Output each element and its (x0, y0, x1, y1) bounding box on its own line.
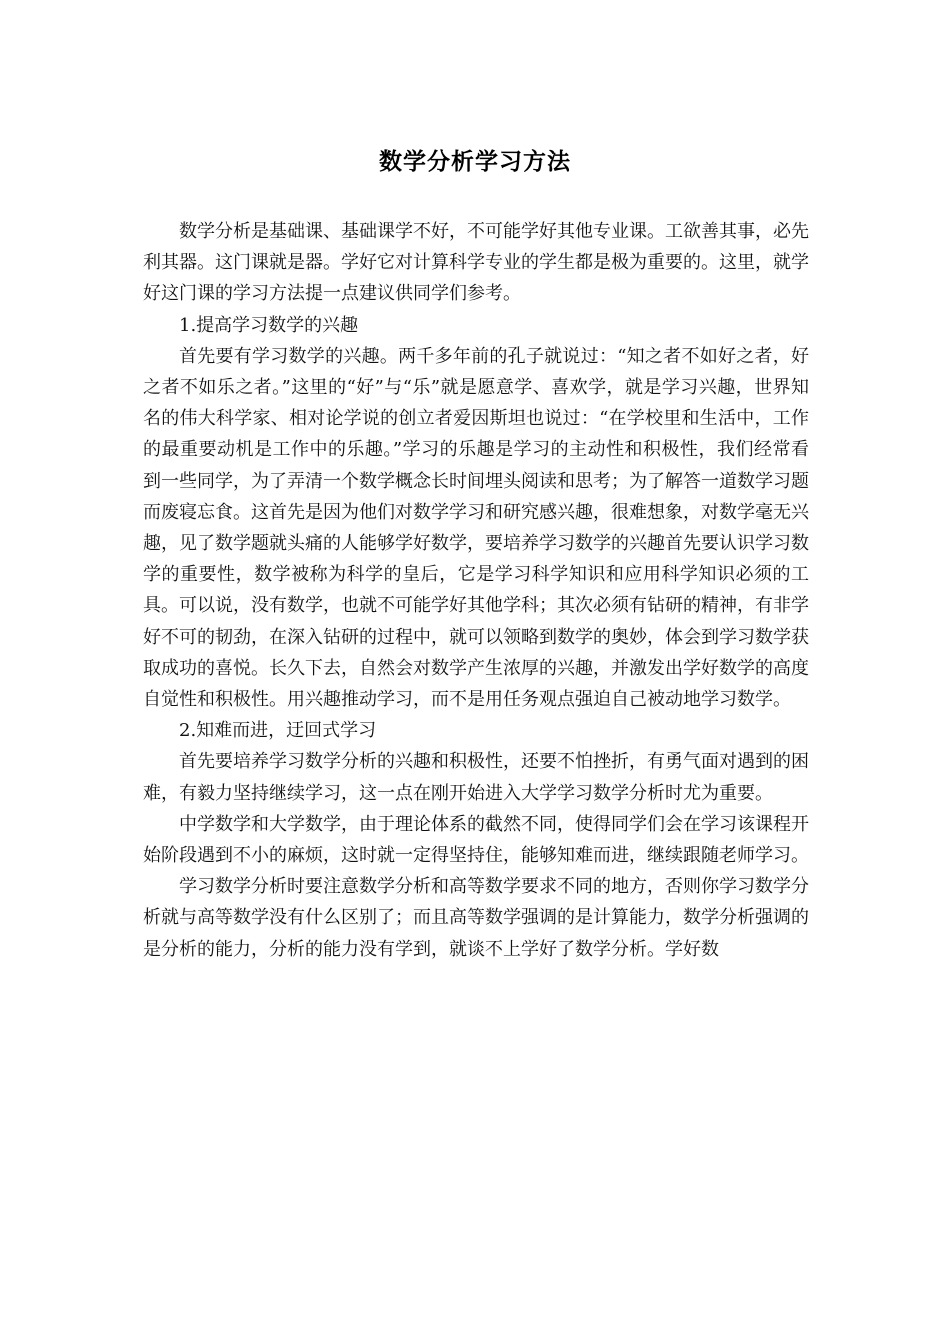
section-heading-2: 2.知难而进，迂回式学习 (179, 720, 377, 742)
intro-paragraph: 数学分析是基础课、基础课学不好，不可能学好其他专业课。工欲善其事，必先利其器。这门课就是器。学好它对计算科学专业的学生都是极为重要的。这里，就学好这门课的学习方法提一点建议供同学们参考。 (143, 221, 809, 305)
section-heading-1: 1.提高学习数学的兴趣 (179, 314, 359, 336)
section-2-paragraph-3: 学习数学分析时要注意数学分析和高等数学要求不同的地方，否则你学习数学分析就与高等数学没有什么区别了；而且高等数学强调的是计算能力，数学分析强调的是分析的能力，分析的能力没有学到，就谈不上学好了数学分析。学好数 (143, 876, 809, 960)
document-title: 数学分析学习方法 (379, 149, 571, 175)
section-2-paragraph-1: 首先要培养学习数学分析的兴趣和积极性，还要不怕挫折，有勇气面对遇到的困难，有毅力坚持继续学习，这一点在刚开始进入大学学习数学分析时尤为重要。 (143, 751, 809, 804)
section-2-paragraph-2: 中学数学和大学数学，由于理论体系的截然不同，使得同学们会在学习该课程开始阶段遇到不小的麻烦，这时就一定得坚持住，能够知难而进，继续跟随老师学习。 (143, 813, 809, 867)
document-body (143, 216, 809, 965)
section-1-paragraph: 首先要有学习数学的兴趣。两千多年前的孔子就说过：“知之者不如好之者，好之者不如乐之者。”这里的“好”与“乐”就是愿意学、喜欢学，就是学习兴趣，世界知名的伟大科学家、相对论学说的创立者爱因斯坦也说过：“在学校里和生活中，工作的最重要动机是工作中的乐趣。”学习的乐趣是学习的主动性和积极性，我们经常看到一些同学，为了弄清一个数学概念长时间埋头阅读和思考；为了解答一道数学习题而废寝忘食。这首先是因为他们对数学学习和研究感兴趣，很难想象，对数学毫无兴趣，见了数学题就头痛的人能够学好数学，要培养学习数学的兴趣首先要认识学习数学的重要性，数学被称为科学的皇后，它是学习科学知识和应用科学知识必须的工具。可以说，没有数学，也就不可能学好其他学科；其次必须有钻研的精神，有非学好不可的韧劲，在深入钻研的过程中，就可以领略到数学的奥妙，体会到学习数学获取成功的喜悦。长久下去，自然会对数学产生浓厚的兴趣，并激发出学好数学的高度自觉性和积极性。用兴趣推动学习，而不是用任务观点强迫自己被动地学习数学。 (143, 345, 809, 711)
